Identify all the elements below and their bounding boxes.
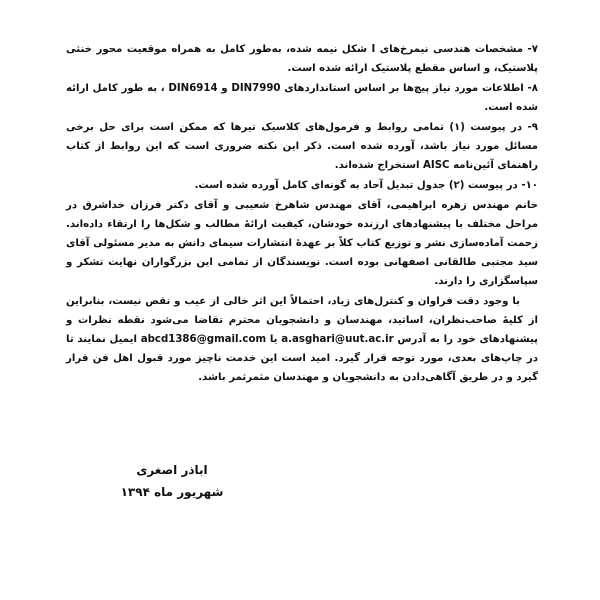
list-item-number: ۹- [527,122,538,133]
list-item-7 [66,40,538,78]
signature-date: شهریور ماه ۱۳۹۴ [120,485,224,499]
list-item-number: ۸- [527,83,538,94]
list-item-text: در پیوست (۱) تمامی روابط و فرمول‌های کلاسیک تیرها که ممکن است برای حل برخی مسائل مورد نیاز باشد، آورده شده است. ذکر این نکته ضروری است که این روابط از کتاب راهنمای آئین‌نامه AISC استخراج شده‌اند. [66,122,538,171]
list-item-number: ۱۰- [521,180,538,191]
list-item-number: ۷- [527,44,538,55]
acknowledgement-paragraph: خانم مهندس زهره ابراهیمی، آقای مهندس شاهرخ شعیبی و آقای دکتر فرزان خداشرق در مراحل مختلف با پیشنهادهای ارزنده خودشان، کیفیت ارائهٔ مطالب و شکل‌ها را ارتقاء داده‌اند. زحمت آماده‌سازی نشر و توزیع کتاب کلاً بر عهدهٔ انتشارات سیمای دانش به مدیر مسئولی آقای سید مجتبی طالقانی اصفهانی بوده است. نویسندگان از تمامی این بزرگواران نهایت تشکر و سپاسگزاری را دارند. [66,200,538,287]
list-item-8 [66,79,538,117]
list-item-text: در پیوست (۲) جدول تبدیل آحاد به گونه‌ای کامل آورده شده است. [194,180,518,191]
list-item-10 [66,176,538,195]
author-name: اباذر اصغری [136,463,208,477]
document-body [66,40,538,388]
signature-block [112,459,232,503]
list-item-text: مشخصات هندسی نیمرخ‌های I شکل نیمه شده، به‌طور کامل به همراه موقعیت محور خنثی پلاستیک، و اساس مقطع پلاستیک ارائه شده است. [66,44,538,74]
list-item-9 [66,118,538,175]
list-item-text: اطلاعات مورد نیاز پیچ‌ها بر اساس استانداردهای DIN7990 و DIN6914 ، به طور کامل ارائه شده است. [66,83,538,113]
feedback-paragraph: با وجود دقت فراوان و کنترل‌های زیاد، احتمالاً این اثر خالی از عیب و نقص نیست، بنابراین از کلیهٔ صاحب‌نظران، اساتید، مهندسان و دانشجویان محترم تقاضا می‌شود نقطه نظرات و پیشنهادهای خود را به آدرس a.asghari@uut.ac.ir یا abcd1386@gmail.com ایمیل نمایند تا در چاپ‌های بعدی، مورد توجه قرار گیرد. امید است این خدمت ناچیز مورد قبول اهل فن قرار گیرد و در طریق آگاهی‌دادن به دانشجویان و مهندسان مثمرثمر باشد. [66,296,538,383]
